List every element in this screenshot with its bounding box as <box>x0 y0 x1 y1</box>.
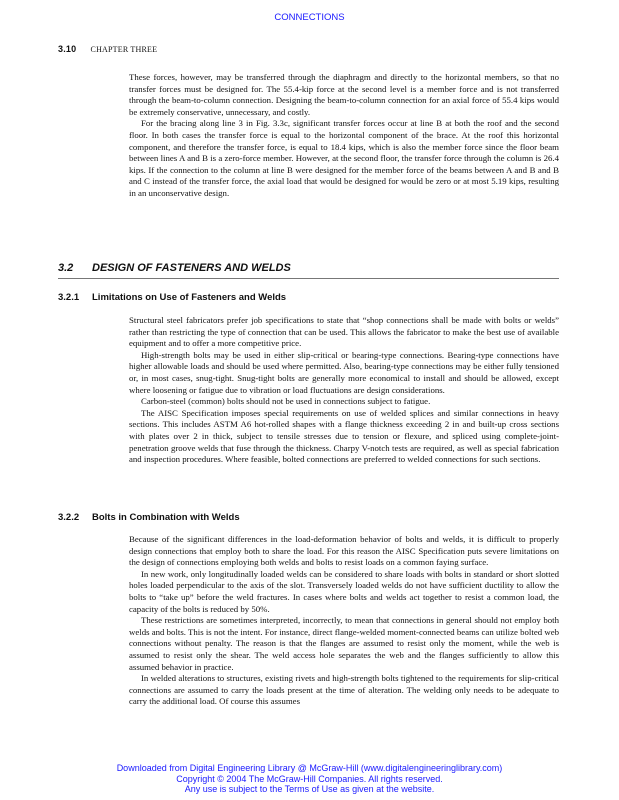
subsection-title: Bolts in Combination with Welds <box>92 512 240 523</box>
subsection-heading <box>58 292 286 303</box>
paragraph: Because of the significant differences in the load-deformation behavior of bolts and welds, it is difficult to properly design connections that employ both to share the load. For this reason the AISC Specification puts severe limitations on the design of connections employing both welds and bolts to resist loads on a common faying surface. <box>129 534 559 568</box>
intro-text <box>129 72 559 200</box>
subsection-number: 3.2.1 <box>58 292 80 303</box>
footer-terms-link[interactable]: Any use is subject to the Terms of Use as given at the website. <box>184 784 435 794</box>
paragraph: For the bracing along line 3 in Fig. 3.3c, significant transfer forces occur at line B at both the roof and the second floor. In both cases the transfer force is equal to the horizontal component of the brace. At the roof this horizontal component, and therefore the transfer force, is equal to 18.4 kips, which is also the member force since the floor beam between lines A and B is a zero-force member. However, at the second floor, the transfer force through the column is 26.4 kips. If the connection to the column at line B were designed for the member force of the beams between A and B and B and C instead of the transfer force, the axial load that would be designed for would be zero or at most 5.19 kips, resulting in an unconservative design. <box>129 118 559 198</box>
page-number: 3.10 <box>58 44 77 54</box>
subsection-3-2-1-text <box>129 315 559 466</box>
running-head <box>58 44 157 54</box>
subsection-title: Limitations on Use of Fasteners and Welds <box>92 292 287 303</box>
paragraph: Structural steel fabricators prefer job specifications to state that “shop connections shall be made with bolts or welds” rather than restricting the type of connection that can be used. This allows the fabricator to make the best use of available equipment and to offer a more competitive price. <box>129 315 559 349</box>
footer-copyright: Copyright © 2004 The McGraw-Hill Companies. All rights reserved. <box>176 773 443 784</box>
connections-header-link[interactable]: CONNECTIONS <box>274 12 345 23</box>
paragraph: High-strength bolts may be used in either slip-critical or bearing-type connections. Bearing-type connections have higher allowable loads and should be used where permitted. Also, bearing-type connections may be either fully tensioned or, in most cases, snug-tight. Snug-tight bolts are generally more economical to install and should be allowed, except where loosening or fatigue due to vibration or load fluctuations are design considerations. <box>129 349 559 395</box>
section-number: 3.2 <box>58 262 74 274</box>
paragraph: Carbon-steel (common) bolts should not be used in connections subject to fatigue. <box>141 396 431 407</box>
paragraph: The AISC Specification imposes special requirements on use of welded splices and similar connections in heavy sections. This includes ASTM A6 hot-rolled shapes with a flange thickness exceeding 2 in and built-up cross sections with plates over 2 in thick, subject to tensile stresses due to tension or flexure, and spliced using complete-joint-penetration groove welds that fuse through the thickness. Charpy V-notch tests are required, as well as special fabrication and inspection procedures. Where feasible, bolted connections are preferred to welded connections for such sections. <box>129 407 559 465</box>
footer <box>0 763 619 795</box>
footer-download-link[interactable]: Downloaded from Digital Engineering Library @ McGraw-Hill (www.digitalengineeringlibrary.com) <box>116 763 503 773</box>
section-title: DESIGN OF FASTENERS AND WELDS <box>92 262 291 274</box>
paragraph: In welded alterations to structures, existing rivets and high-strength bolts tightened to the requirements for slip-critical connections are assumed to carry the loads present at the time of alteration. The welding only needs to be adequate to carry the additional load. Of course this assumes <box>129 673 559 707</box>
subsection-3-2-2-text <box>129 534 559 708</box>
paragraph: These restrictions are sometimes interpreted, incorrectly, to mean that connections in general should not employ both welds and bolts. This is not the intent. For instance, direct flange-welded moment-connected beams can utilize bolted web connections without penalty. The reason is that the flanges are assumed to resist only the moment, while the web is assumed to resist only the shear. The weld access hole separates the web and the flanges sufficiently to allow this assumed behavior in practice. <box>129 615 559 672</box>
section-heading <box>58 262 559 279</box>
chapter-label: CHAPTER THREE <box>90 45 158 54</box>
subsection-number: 3.2.2 <box>58 512 80 523</box>
paragraph: These forces, however, may be transferred through the diaphragm and directly to the horizontal members, so that no transfer forces must be designed for. The 55.4-kip force at the second level is a member force and is not transferred through the beam-to-column connection. Designing the beam-to-column connection for an axial force of 55.4 kips would be extremely conservative, unnecessary, and costly. <box>129 72 559 117</box>
paragraph: In new work, only longitudinally loaded welds can be considered to share loads with bolts in standard or short slotted holes loaded perpendicular to the axis of the slot. Transversely loaded welds do not have sufficient ductility to allow the bolts to “take up” before the weld fractures. In cases where bolts and welds act together to resist a common load, the capacity of the bolts is reduced by 50%. <box>129 568 559 614</box>
subsection-heading <box>58 512 240 523</box>
